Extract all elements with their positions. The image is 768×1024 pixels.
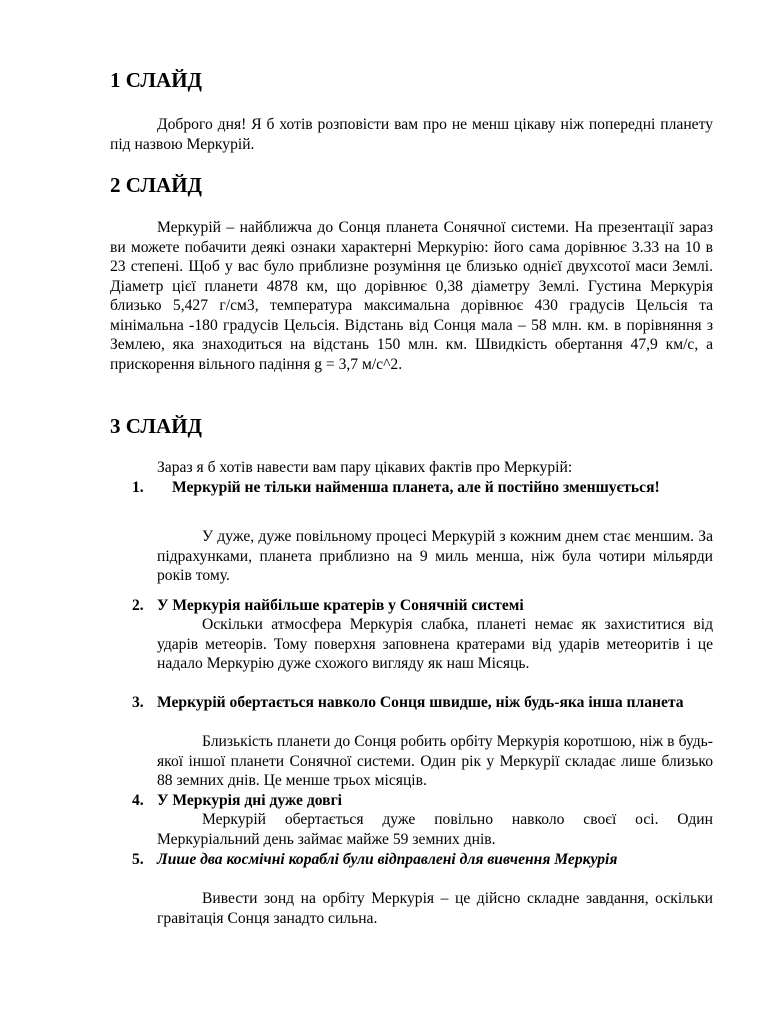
fact-title: Меркурій обертається навколо Сонця швидше, ніж будь-яка інша планета bbox=[157, 694, 684, 711]
fact-number: 4. bbox=[132, 792, 144, 809]
slide2-heading: 2 СЛАЙД bbox=[110, 173, 202, 197]
fact-body: Вивести зонд на орбіту Меркурія – це дійсно складне завдання, оскільки гравітація Сонця занадто сильна. bbox=[157, 890, 713, 927]
fact-body: Меркурій обертається дуже повільно навколо своєї осі. Один Меркуріальний день займає майже 59 земних днів. bbox=[157, 811, 713, 848]
fact-number: 2. bbox=[132, 597, 144, 614]
slide2-paragraph: Меркурій – найближча до Сонця планета Сонячної системи. На презентації зараз ви можете побачити деякі ознаки характерні Меркурію: його сама дорівнює 3.33 на 10 в 23 степені. Щоб у вас було приблизне розуміння це близько однієї двухсотої маси Землі. Діаметр цієї планети 4878 км, що дорівнює 0,38 діаметру Землі. Густина Меркурія близько 5,427 г/см3, температура максимальна дорівнює 430 градусів Цельсія та мінімальна -180 градусів Цельсія. Відстань від Сонця мала – 58 млн. км. в порівняння з Землею, яка знаходиться на відстань 150 млн. км. Швидкість обертання 47,9 км/с, а прискорення вільного падіння g = 3,7 м/с^2. bbox=[110, 219, 713, 373]
slide1-paragraph: Доброго дня! Я б хотів розповісти вам про не менш цікаву ніж попередні планету під назвою Меркурій. bbox=[110, 116, 713, 153]
fact-title: Меркурій не тільки найменша планета, але й постійно зменшується! bbox=[172, 479, 660, 496]
fact-title: У Меркурія найбільше кратерів у Сонячній системі bbox=[157, 597, 524, 614]
fact-body: У дуже, дуже повільному процесі Меркурій з кожним днем стає меншим. За підрахунками, планета приблизно на 9 миль менша, ніж була чотири мільярди років тому. bbox=[157, 528, 713, 584]
fact-body: Оскільки атмосфера Меркурія слабка, планеті немає як захиститися від ударів метеорів. Тому поверхня заповнена кратерами від ударів метеоритів і це надало Меркурію дуже схожого вигляду як наш Місяць. bbox=[157, 616, 713, 672]
slide1-heading: 1 СЛАЙД bbox=[110, 68, 202, 92]
slide3-intro: Зараз я б хотів навести вам пару цікавих фактів про Меркурій: bbox=[157, 459, 573, 476]
fact-title: У Меркурія дні дуже довгі bbox=[157, 792, 342, 809]
fact-number: 5. bbox=[132, 851, 144, 868]
fact-body: Близькість планети до Сонця робить орбіту Меркурія коротшою, ніж в будь-якої іншої планети Сонячної системи. Один рік у Меркурії складає лише близько 88 земних днів. Це менше трьох місяців. bbox=[157, 733, 713, 789]
slide3-heading: 3 СЛАЙД bbox=[110, 414, 202, 438]
fact-title: Лише два космічні кораблі були відправлені для вивчення Меркурія bbox=[157, 851, 618, 868]
fact-number: 3. bbox=[132, 694, 144, 711]
fact-number: 1. bbox=[132, 479, 144, 496]
